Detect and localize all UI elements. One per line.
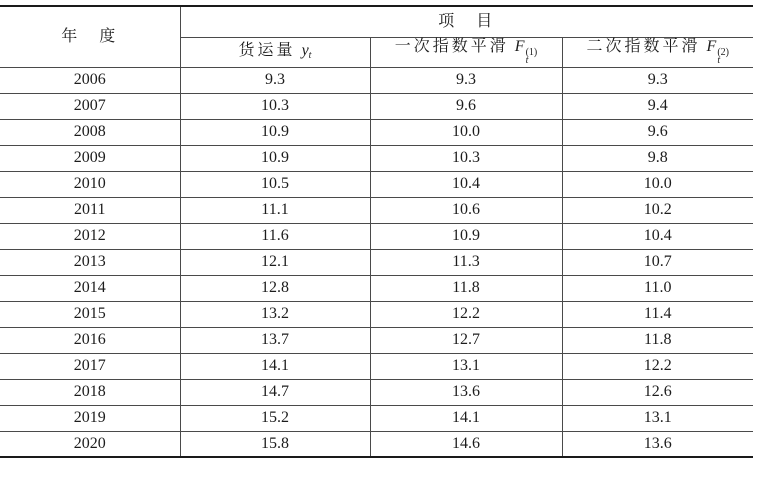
freight-volume-label: 货运量: [238, 42, 296, 59]
value-cell: 12.1: [180, 249, 370, 275]
value-cell: 11.3: [370, 249, 562, 275]
exponential-smoothing-table: [0, 5, 753, 458]
year-cell: 2018: [0, 379, 180, 405]
value-cell: 9.3: [180, 67, 370, 93]
value-cell: 10.3: [180, 93, 370, 119]
value-cell: 11.4: [562, 301, 753, 327]
value-cell: 12.7: [370, 327, 562, 353]
value-cell: 12.6: [562, 379, 753, 405]
year-cell: 2019: [0, 405, 180, 431]
value-cell: 9.8: [562, 145, 753, 171]
second-smoothing-label: 二次指数平滑: [586, 37, 701, 55]
col-header-second-smoothing: [562, 37, 753, 67]
first-smoothing-variable-ft1: F (1) t: [514, 37, 538, 66]
value-cell: 15.2: [180, 405, 370, 431]
value-cell: 14.6: [370, 431, 562, 457]
value-cell: 12.8: [180, 275, 370, 301]
year-cell: 2006: [0, 67, 180, 93]
table-row: [0, 67, 753, 93]
col-header-first-smoothing: [370, 37, 562, 67]
freight-variable-yt: yt: [301, 42, 312, 61]
table-row: [0, 301, 753, 327]
value-cell: 10.9: [180, 119, 370, 145]
col-header-freight-volume: [180, 37, 370, 67]
value-cell: 10.5: [180, 171, 370, 197]
table-row: [0, 171, 753, 197]
value-cell: 10.9: [370, 223, 562, 249]
value-cell: 11.1: [180, 197, 370, 223]
year-column-header: 年 度: [0, 6, 180, 67]
table-row: [0, 405, 753, 431]
value-cell: 10.4: [370, 171, 562, 197]
value-cell: 9.6: [562, 119, 753, 145]
value-cell: 10.0: [370, 119, 562, 145]
value-cell: 12.2: [562, 353, 753, 379]
header-group-row: [0, 6, 753, 37]
value-cell: 11.6: [180, 223, 370, 249]
table-row: [0, 197, 753, 223]
item-group-header: 项 目: [180, 6, 753, 37]
value-cell: 10.4: [562, 223, 753, 249]
year-cell: 2016: [0, 327, 180, 353]
value-cell: 14.1: [370, 405, 562, 431]
table-row: [0, 379, 753, 405]
year-cell: 2017: [0, 353, 180, 379]
value-cell: 10.0: [562, 171, 753, 197]
value-cell: 13.1: [562, 405, 753, 431]
year-cell: 2011: [0, 197, 180, 223]
value-cell: 14.7: [180, 379, 370, 405]
value-cell: 11.8: [562, 327, 753, 353]
value-cell: 13.6: [370, 379, 562, 405]
table-row: [0, 249, 753, 275]
table-row: [0, 119, 753, 145]
table-row: [0, 431, 753, 457]
value-cell: 10.6: [370, 197, 562, 223]
table-header: [0, 6, 753, 67]
table-row: [0, 327, 753, 353]
value-cell: 13.1: [370, 353, 562, 379]
value-cell: 15.8: [180, 431, 370, 457]
value-cell: 13.6: [562, 431, 753, 457]
value-cell: 11.8: [370, 275, 562, 301]
value-cell: 14.1: [180, 353, 370, 379]
second-smoothing-variable-ft2: F (2) t: [706, 37, 729, 66]
year-cell: 2010: [0, 171, 180, 197]
value-cell: 10.7: [562, 249, 753, 275]
table-row: [0, 275, 753, 301]
year-cell: 2020: [0, 431, 180, 457]
value-cell: 10.2: [562, 197, 753, 223]
table-body: [0, 67, 753, 457]
table-row: [0, 93, 753, 119]
value-cell: 9.6: [370, 93, 562, 119]
table-row: [0, 353, 753, 379]
year-cell: 2009: [0, 145, 180, 171]
year-cell: 2008: [0, 119, 180, 145]
value-cell: 12.2: [370, 301, 562, 327]
year-cell: 2007: [0, 93, 180, 119]
table-row: [0, 145, 753, 171]
value-cell: 10.3: [370, 145, 562, 171]
value-cell: 13.7: [180, 327, 370, 353]
value-cell: 10.9: [180, 145, 370, 171]
year-cell: 2015: [0, 301, 180, 327]
year-cell: 2013: [0, 249, 180, 275]
value-cell: 9.3: [562, 67, 753, 93]
year-cell: 2012: [0, 223, 180, 249]
value-cell: 9.4: [562, 93, 753, 119]
year-cell: 2014: [0, 275, 180, 301]
value-cell: 11.0: [562, 275, 753, 301]
first-smoothing-label: 一次指数平滑: [394, 37, 509, 55]
table-row: [0, 223, 753, 249]
value-cell: 9.3: [370, 67, 562, 93]
value-cell: 13.2: [180, 301, 370, 327]
